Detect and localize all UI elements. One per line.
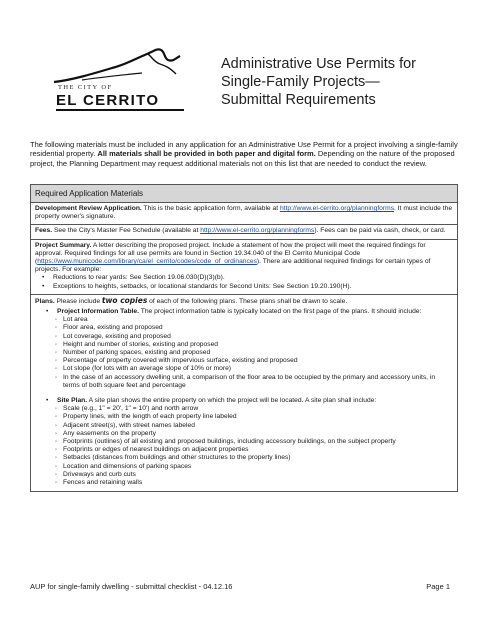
city-logo (52, 44, 186, 110)
title-line-2: Single-Family Projects— (221, 74, 380, 90)
section-plans (31, 295, 457, 491)
list-item: ◦ Footprints or edges of nearest buildings on adjacent properties (39, 446, 453, 454)
section-dev-review (31, 203, 457, 225)
list-item: ◦ Setbacks (distances from buildings and other structures to the property lines) (39, 454, 453, 462)
list-item: ◦ Number of parking spaces, existing and proposed (39, 349, 453, 357)
fees-after: ). Fees can be paid via cash, check, or card. (314, 227, 446, 235)
dev-review-after: . It must include the property owner's signature. (35, 205, 453, 221)
list-item: ◦ Lot coverage, existing and proposed (39, 333, 453, 341)
project-info-list (39, 316, 453, 390)
section-project-summary (31, 240, 457, 295)
plans-title: Plans. (35, 297, 55, 305)
site-plan-list (39, 405, 453, 487)
fees-title: Fees. (35, 227, 53, 235)
plans-text-after: of each of the following plans. These plans shall be drawn to scale. (147, 297, 348, 305)
plans-list (35, 308, 453, 487)
site-plan-text: A site plan shows the entire property on which the project will be located. A site plan shall include: (87, 397, 377, 405)
intro-text: The following materials must be included in any application for an Administrative Use Permit for a project involving a single-family residential property. (30, 140, 458, 159)
list-item: ◦ Location and dimensions of parking spaces (39, 463, 453, 471)
logo-city-name: EL CERRITO (56, 92, 160, 109)
fees-link[interactable]: http://www.el-cerrito.org/planningforms (200, 227, 315, 235)
list-item: ◦ Driveways and curb cuts (39, 471, 453, 479)
requirements-table (30, 184, 458, 492)
project-info-item (39, 308, 453, 390)
intro-rest-text: Depending on the nature of the proposed project, the Planning Department may request additional materials not on this list that are needed to conduct the review. (30, 149, 455, 168)
list-item: ◦ Floor area, existing and proposed (39, 324, 453, 332)
municode-link[interactable]: https://www.municode.com/library/ca/el_cerrito/codes/code_of_ordinances (37, 258, 257, 266)
fees-text: See the City's Master Fee Schedule (available at (52, 227, 201, 235)
two-copies-handwritten: two copies (101, 295, 148, 305)
summary-list (35, 274, 453, 290)
list-item: ◦ Adjacent street(s), with street names labeled (39, 422, 453, 430)
intro-bold-text: All materials shall be provided in both paper and digital form. (97, 149, 316, 159)
page-title (221, 55, 416, 109)
title-line-3: Submittal Requirements (221, 92, 376, 108)
section-fees (31, 225, 457, 239)
list-item: ◦ Lot area (39, 316, 453, 324)
hills-logo-icon (52, 44, 186, 84)
list-item: ◦ Footprints (outlines) of all existing and proposed buildings, including accessory buildings, on the subject property (39, 438, 453, 446)
footer-page-number: Page 1 (426, 582, 450, 591)
plans-text: Please include (54, 297, 102, 305)
list-item: ◦ Property lines, with the length of each property line labeled (39, 413, 453, 421)
project-info-title: Project Information Table. (57, 308, 139, 316)
list-item: • Exceptions to heights, setbacks, or locational standards for Second Units: See Section 19.20.190(H). (35, 283, 453, 291)
list-item: ◦ Lot slope (for lots with an average slope of 10% or more) (39, 365, 453, 373)
table-header: Required Application Materials (31, 185, 457, 203)
list-item: ◦ Any easements on the property (39, 430, 453, 438)
list-item: ◦ Percentage of property covered with impervious surface, existing and proposed (39, 357, 453, 365)
dev-review-title: Development Review Application. (35, 205, 142, 212)
summary-title: Project Summary. (35, 241, 92, 249)
logo-city-label: THE CITY OF (58, 84, 113, 91)
list-item: • Reductions to rear yards: See Section 19.06.030(D)(3)(b). (35, 274, 453, 282)
list-item: ◦ Fences and retaining walls (39, 479, 453, 487)
list-item: ◦ Scale (e.g., 1" = 20', 1" = 10') and north arrow (39, 405, 453, 413)
intro-paragraph (30, 140, 458, 168)
dev-review-link[interactable]: http://www.el-cerrito.org/planningforms (279, 205, 395, 212)
project-info-text: The project information table is typically located on the first page of the plans. It should include: (139, 308, 422, 316)
dev-review-text: This is the basic application form, available at (141, 205, 280, 212)
logo-underline (56, 109, 184, 111)
title-line-1: Administrative Use Permits for (221, 56, 416, 72)
summary-text: A letter describing the proposed project. Include a statement of how the project will meet the required findings for approval. Required findings for all use permits are found in Section 19.34.040 of the El Cerrito Municipal Code ( (35, 241, 426, 266)
summary-after: ). There are additional required findings for certain types of projects. For example: (35, 258, 431, 274)
footer-left: AUP for single-family dwelling - submittal checklist - 04.12.16 (30, 582, 233, 591)
list-item: ◦ Height and number of stories, existing and proposed (39, 341, 453, 349)
site-plan-title: Site Plan. (57, 397, 88, 405)
list-item: ◦ In the case of an accessory dwelling unit, a comparison of the floor area to be occupied by the primary and accessory units, in terms of both square feet and percentage (39, 374, 453, 390)
site-plan-item (39, 397, 453, 487)
